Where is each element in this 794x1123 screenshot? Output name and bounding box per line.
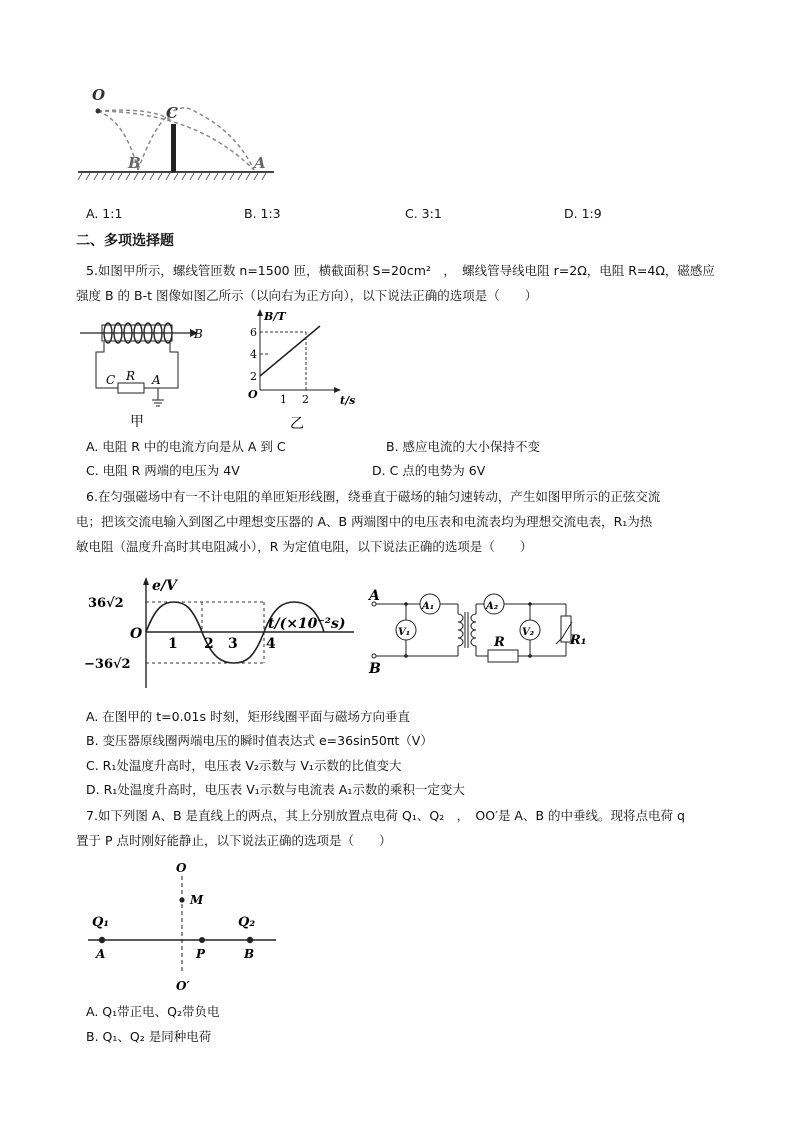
q5-jia-c-label: C xyxy=(106,373,116,387)
q6-option-a: A. 在图甲的 t=0.01s 时刻，矩形线圈平面与磁场方向垂直 xyxy=(86,709,410,724)
q5-option-c: C. 电阻 R 两端的电压为 4V xyxy=(86,463,240,478)
q6-option-b: B. 变压器原线圈两端电压的瞬时值表达式 e=36sin50πt（V） xyxy=(86,733,433,748)
q6-graph-origin: O xyxy=(130,626,143,642)
q6-circuit-a1: A₁ xyxy=(422,601,435,612)
q5-yi-ytick-4: 4 xyxy=(250,348,257,361)
q6-graph-min: −36√2 xyxy=(84,657,131,672)
q6-graph-xtick-1: 1 xyxy=(168,636,178,652)
q6-option-c: C. R₁处温度升高时，电压表 V₂示数与 V₁示数的比值变大 xyxy=(86,758,402,773)
q7-label-o: O xyxy=(176,861,187,875)
q5-yi-ytick-6: 6 xyxy=(250,326,257,339)
q6-circuit-r1: R₁ xyxy=(570,633,587,648)
q7-label-m: M xyxy=(190,893,204,907)
q5-yi-ytick-2: 2 xyxy=(250,370,257,383)
section-title: 二、多项选择题 xyxy=(76,233,174,249)
q7-label-b: B xyxy=(244,947,255,961)
q5-option-b: B. 感应电流的大小保持不变 xyxy=(386,439,541,454)
q5-yi-origin: O xyxy=(248,388,258,401)
q5-jia-a-label: A xyxy=(152,373,161,387)
q5-jia-r-label: R xyxy=(126,369,136,383)
q5-option-a: A. 电阻 R 中的电流方向是从 A 到 C xyxy=(86,439,286,454)
q4-option-c: C. 3:1 xyxy=(405,206,442,221)
q7-stem-line1: 7.如下列图 A、B 是直线上的两点，其上分别放置点电荷 Q₁、Q₂ ， OO′是 A、B 的中垂线。现将点电荷 q xyxy=(86,808,685,823)
q5-yi-xtick-2: 2 xyxy=(302,393,309,406)
q6-graph-xtick-4: 4 xyxy=(266,636,276,652)
q6-circuit-b: B xyxy=(369,661,381,676)
q5-figure-yi xyxy=(240,308,360,436)
q5-yi-y-axis: B/T xyxy=(264,310,286,323)
q4-option-a: A. 1:1 xyxy=(86,206,123,221)
q6-circuit-v2: V₂ xyxy=(522,627,535,638)
q7-label-o-prime: O′ xyxy=(176,979,190,993)
q7-figure xyxy=(86,858,286,998)
q4-label-o: O xyxy=(92,86,106,104)
q6-graph-xtick-3: 3 xyxy=(228,636,238,652)
q4-figure xyxy=(76,82,276,186)
q4-label-b: B xyxy=(128,154,141,172)
q5-yi-x-axis: t/s xyxy=(340,394,356,407)
q7-label-p: P xyxy=(196,947,206,961)
q6-circuit xyxy=(366,584,590,676)
q7-option-a: A. Q₁带正电、Q₂带负电 xyxy=(86,1004,220,1019)
q7-stem-line2: 置于 P 点时刚好能静止，以下说法正确的选项是（ ） xyxy=(76,833,392,848)
q6-stem-line3: 敏电阻（温度升高时其电阻减小），R 为定值电阻，以下说法正确的选项是（ ） xyxy=(76,539,533,554)
q6-circuit-r: R xyxy=(494,635,505,650)
q4-option-b: B. 1:3 xyxy=(244,206,281,221)
q6-option-d: D. R₁处温度升高时，电压表 V₁示数与电流表 A₁示数的乘积一定变大 xyxy=(86,782,465,797)
q4-option-d: D. 1:9 xyxy=(564,206,602,221)
q5-figure-jia xyxy=(78,312,208,432)
q6-stem-line2: 电；把该交流电输入到图乙中理想变压器的 A、B 两端图中的电压表和电流表均为理想交流电表，R₁为热 xyxy=(76,514,653,529)
q5-stem-line2: 强度 B 的 B-t 图像如图乙所示（以向右为正方向），以下说法正确的选项是（ ） xyxy=(76,288,538,303)
q6-stem-line1: 6.在匀强磁场中有一不计电阻的单匝矩形线圈，绕垂直于磁场的轴匀速转动，产生如图甲所示的正弦交流 xyxy=(86,489,661,504)
q4-label-a: A xyxy=(254,154,266,172)
q5-stem-line1: 5.如图甲所示，螺线管匝数 n=1500 匝，横截面积 S=20cm² ， 螺线管导线电阻 r=2Ω，电阻 R=4Ω，磁感应 xyxy=(86,263,715,278)
q7-label-q1: Q₁ xyxy=(92,915,110,930)
q7-option-b: B. Q₁、Q₂ 是同种电荷 xyxy=(86,1029,212,1044)
q6-graph-y-axis: e/V xyxy=(152,578,177,594)
q5-yi-caption: 乙 xyxy=(290,416,304,432)
q6-circuit-a: A xyxy=(369,588,380,604)
q6-sine-graph xyxy=(84,576,364,694)
q5-option-d: D. C 点的电势为 6V xyxy=(372,463,486,478)
q7-label-q2: Q₂ xyxy=(238,915,256,930)
q6-circuit-a2: A₂ xyxy=(486,601,499,612)
q4-label-c: C xyxy=(166,104,178,122)
q6-graph-xtick-2: 2 xyxy=(204,636,214,652)
q7-label-a: A xyxy=(96,947,106,961)
q5-jia-b-label: B xyxy=(194,327,203,341)
q6-graph-x-axis: t/(×10⁻²s) xyxy=(268,616,346,632)
q5-jia-caption: 甲 xyxy=(130,414,144,430)
q6-graph-max: 36√2 xyxy=(88,596,124,611)
q5-yi-xtick-1: 1 xyxy=(280,393,287,406)
q6-circuit-v1: V₁ xyxy=(398,627,411,638)
